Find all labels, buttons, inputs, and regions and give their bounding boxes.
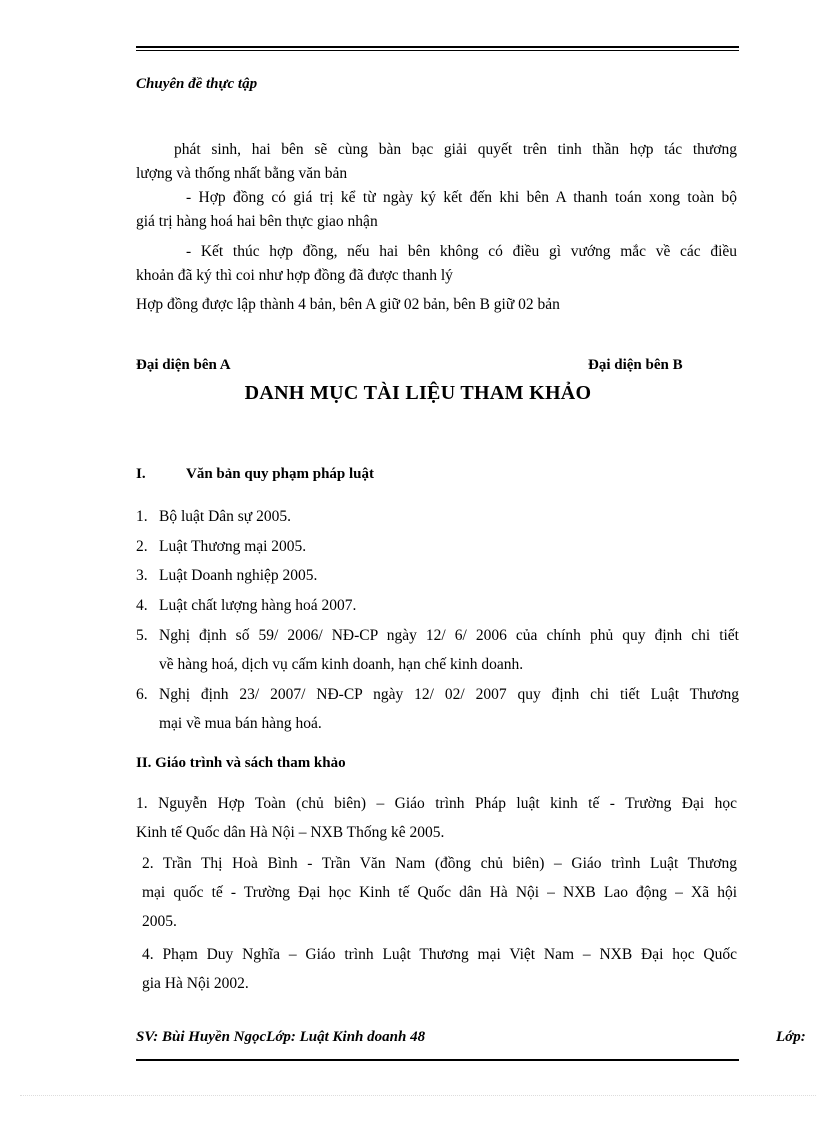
references-title: DANH MỤC TÀI LIỆU THAM KHẢO bbox=[244, 382, 592, 404]
contract-paragraph-1 bbox=[136, 138, 737, 186]
page-edge-divider bbox=[20, 1095, 816, 1096]
list-item-line-1: Nghị định số 59/ 2006/ NĐ-CP ngày 12/ 6/ 2006 của chính phủ quy định chi tiết bbox=[159, 627, 739, 644]
contract-p3-line-2: khoản đã ký thì coi như hợp đồng đã được thanh lý bbox=[136, 267, 453, 284]
header-title: Chuyên đề thực tập bbox=[136, 76, 258, 92]
list-item bbox=[136, 621, 739, 679]
reference-item bbox=[136, 789, 737, 847]
signature-party-a: Đại diện bên A bbox=[136, 357, 231, 373]
contract-p3-line-1: - Kết thúc hợp đồng, nếu hai bên không có điều gì vướng mắc về các điều bbox=[186, 243, 737, 260]
list-item-number: 6. bbox=[136, 686, 148, 703]
reference-line-2: Kinh tế Quốc dân Hà Nội – NXB Thống kê 2005. bbox=[136, 824, 445, 841]
contract-p4-line: Hợp đồng được lập thành 4 bản, bên A giữ 02 bản, bên B giữ 02 bản bbox=[136, 296, 560, 313]
contract-paragraph-4 bbox=[136, 293, 737, 317]
reference-item bbox=[142, 940, 737, 998]
list-item-number: 1. bbox=[136, 508, 148, 525]
section-1-heading bbox=[136, 466, 374, 483]
list-item-line-2: về hàng hoá, dịch vụ cấm kinh doanh, hạn chế kinh doanh. bbox=[159, 656, 524, 673]
reference-line-3: 2005. bbox=[142, 913, 177, 930]
signature-party-b: Đại diện bên B bbox=[588, 357, 683, 373]
list-item-line-1: Nghị định 23/ 2007/ NĐ-CP ngày 12/ 02/ 2007 quy định chi tiết Luật Thương bbox=[159, 686, 739, 703]
contract-p1-line-2: lượng và thống nhất bằng văn bản bbox=[136, 165, 348, 182]
contract-paragraph-3 bbox=[136, 240, 737, 288]
section-1-title: Văn bản quy phạm pháp luật bbox=[186, 466, 375, 482]
list-item-text: Luật Thương mại 2005. bbox=[159, 538, 307, 555]
header-rule bbox=[136, 46, 739, 51]
list-item-number: 4. bbox=[136, 597, 148, 614]
list-item-number: 3. bbox=[136, 567, 148, 584]
footer-class-label: Lớp: bbox=[776, 1029, 806, 1045]
list-item-number: 5. bbox=[136, 627, 148, 644]
reference-line-1: 2. Trần Thị Hoà Bình - Trần Văn Nam (đồng chủ biên) – Giáo trình Luật Thương bbox=[142, 855, 737, 872]
list-item-line-2: mại về mua bán hàng hoá. bbox=[159, 715, 322, 732]
reference-line-1: 1. Nguyễn Hợp Toàn (chủ biên) – Giáo trình Pháp luật kinh tế - Trường Đại học bbox=[136, 795, 737, 812]
section-1-number: I. bbox=[136, 466, 146, 482]
list-item-text: Luật Doanh nghiệp 2005. bbox=[159, 567, 318, 584]
footer-student-info: SV: Bùi Huyền NgọcLớp: Luật Kinh doanh 48 bbox=[136, 1029, 426, 1045]
footer-rule bbox=[136, 1059, 739, 1061]
list-item bbox=[136, 680, 739, 738]
contract-p2-line-2: giá trị hàng hoá hai bên thực giao nhận bbox=[136, 213, 378, 230]
contract-paragraph-2 bbox=[136, 186, 737, 234]
reference-line-2: gia Hà Nội 2002. bbox=[142, 975, 249, 992]
list-item-text bbox=[159, 621, 739, 679]
contract-p2-line-1: - Hợp đồng có giá trị kể từ ngày ký kết đến khi bên A thanh toán xong toàn bộ bbox=[186, 189, 737, 206]
section-2-heading: II. Giáo trình và sách tham khảo bbox=[136, 755, 346, 771]
contract-p1-line-1: phát sinh, hai bên sẽ cùng bàn bạc giải quyết trên tinh thần hợp tác thương bbox=[174, 141, 737, 158]
list-item-text bbox=[159, 680, 739, 738]
list-item-text: Bộ luật Dân sự 2005. bbox=[159, 508, 291, 525]
reference-item bbox=[142, 849, 737, 936]
list-item-text: Luật chất lượng hàng hoá 2007. bbox=[159, 597, 357, 614]
reference-line-2: mại quốc tế - Trường Đại học Kinh tế Quốc dân Hà Nội – NXB Lao động – Xã hội bbox=[142, 884, 737, 901]
reference-line-1: 4. Phạm Duy Nghĩa – Giáo trình Luật Thương mại Việt Nam – NXB Đại học Quốc bbox=[142, 946, 737, 963]
list-item-number: 2. bbox=[136, 538, 148, 555]
